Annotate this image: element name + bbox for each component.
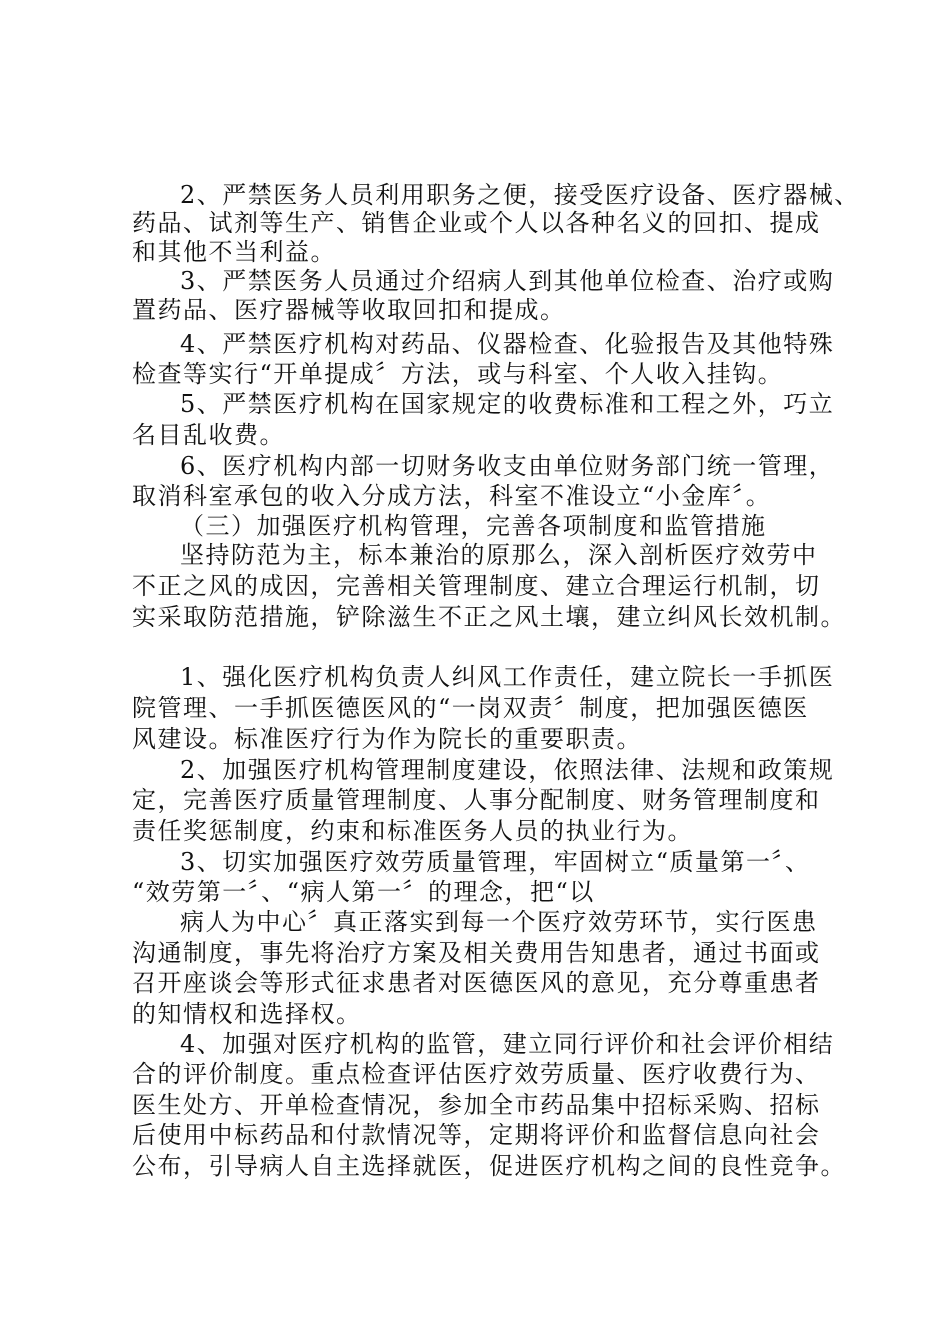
text-line: 坚持防范为主，标本兼治的原那么，深入剖析医疗效劳中 <box>180 541 818 569</box>
text-line: 药品、试剂等生产、销售企业或个人以各种名义的回扣、提成 <box>132 209 821 237</box>
text-line: 和其他不当利益。 <box>132 238 336 266</box>
text-line: 公布，引导病人自主选择就医，促进医疗机构之间的良性竞争。 <box>132 1152 846 1180</box>
text-line: 4、严禁医疗机构对药品、仪器检查、化验报告及其他特殊 <box>180 330 835 358</box>
text-line: 2、严禁医务人员利用职务之便，接受医疗设备、医疗器械、 <box>180 181 860 209</box>
text-line: 检查等实行“开单提成〞方法，或与科室、个人收入挂钩。 <box>132 360 784 388</box>
text-line: 实采取防范措施，铲除滋生不正之风土壤，建立纠风长效机制。 <box>132 603 846 631</box>
text-line: 4、加强对医疗机构的监管，建立同行评价和社会评价相结 <box>180 1030 835 1058</box>
text-line: 风建设。标准医疗行为作为院长的重要职责。 <box>132 725 642 753</box>
text-line: 5、严禁医疗机构在国家规定的收费标准和工程之外，巧立 <box>180 390 835 418</box>
text-line: 责任奖惩制度，约束和标准医务人员的执业行为。 <box>132 817 693 845</box>
text-line: 2、加强医疗机构管理制度建设，依照法律、法规和政策规 <box>180 756 835 784</box>
text-line: 名目乱收费。 <box>132 421 285 449</box>
text-line: 3、严禁医务人员通过介绍病人到其他单位检查、治疗或购 <box>180 267 835 295</box>
text-line: 后使用中标药品和付款情况等，定期将评价和监督信息向社会 <box>132 1121 821 1149</box>
text-line: 置药品、医疗器械等收取回扣和提成。 <box>132 296 566 324</box>
text-line: 3、切实加强医疗效劳质量管理，牢固树立“质量第一〞、 <box>180 848 811 876</box>
text-line: 不正之风的成因，完善相关管理制度、建立合理运行机制，切 <box>132 572 821 600</box>
text-line: 病人为中心〞真正落实到每一个医疗效劳环节，实行医患 <box>180 908 818 936</box>
text-line: 6、医疗机构内部一切财务收支由单位财务部门统一管理， <box>180 452 835 480</box>
section-heading: （三）加强医疗机构管理，完善各项制度和监管措施 <box>180 512 767 540</box>
text-line: 的知情权和选择权。 <box>132 1000 362 1028</box>
text-line: 召开座谈会等形式征求患者对医德医风的意见，充分尊重患者 <box>132 969 821 997</box>
text-line: 1、强化医疗机构负责人纠风工作责任，建立院长一手抓医 <box>180 663 835 691</box>
text-line: 沟通制度，事先将治疗方案及相关费用告知患者，通过书面或 <box>132 939 821 967</box>
text-line: 医生处方、开单检查情况，参加全市药品集中招标采购、招标 <box>132 1091 821 1119</box>
text-line: “效劳第一〞、“病人第一〞的理念，把“以 <box>132 878 595 906</box>
text-line: 合的评价制度。重点检查评估医疗效劳质量、医疗收费行为、 <box>132 1060 821 1088</box>
text-line: 取消科室承包的收入分成方法，科室不准设立“小金库〞。 <box>132 482 772 510</box>
text-line: 院管理、一手抓医德医风的“一岗双责〞制度，把加强医德医 <box>132 694 809 722</box>
text-line: 定，完善医疗质量管理制度、人事分配制度、财务管理制度和 <box>132 786 821 814</box>
